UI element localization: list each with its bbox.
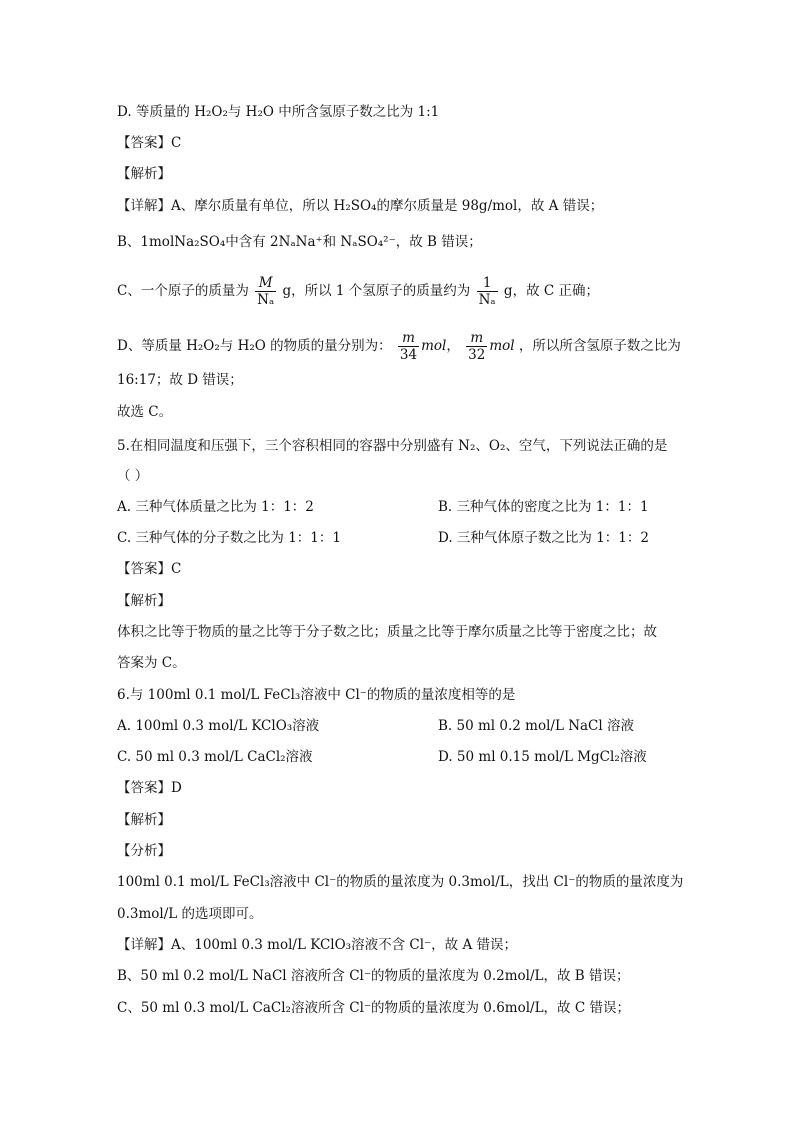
detail-d-text-1: D、等质量 H₂O₂与 H₂O 的物质的量分别为： xyxy=(117,338,392,354)
fraction-1-over-na xyxy=(477,275,498,308)
q5-answer: 【答案】C xyxy=(117,561,182,577)
analysis-label: 【解析】 xyxy=(117,166,171,182)
q5-option-a: A. 三种气体质量之比为 1：1：2 xyxy=(117,499,314,515)
fraction-m-over-32 xyxy=(466,330,487,363)
detail-c-text-2: g，所以 1 个氢原子的质量约为 xyxy=(282,283,471,299)
q6-option-b: B. 50 ml 0.2 mol/L NaCl 溶液 xyxy=(438,718,634,734)
q6-options-row-2 xyxy=(117,747,647,767)
question-5-bracket: （ ） xyxy=(117,468,149,484)
q6-analysis-label: 【解析】 xyxy=(117,812,171,828)
q6-options-row-1 xyxy=(117,716,634,736)
q5-analysis-text-2: 答案为 C。 xyxy=(117,655,186,671)
unit-mol: mol xyxy=(421,338,447,354)
fraction-numerator: m xyxy=(466,330,487,347)
detail-d-line: D、等质量 H₂O₂与 H₂O 的物质的量分别为： $\frac{m}{34}$ mol， $\frac{m}{32}$ mol ，所以所含氢原子数之比为 xyxy=(117,330,681,363)
q5-option-c: C. 三种气体的分子数之比为 1：1：1 xyxy=(117,530,341,546)
detail-a-line: 【详解】A、摩尔质量有单位，所以 H₂SO₄的摩尔质量是 98g/mol，故 A 错误； xyxy=(117,198,604,214)
answer-label: 【答案】C xyxy=(117,135,182,151)
choose-line: 故选 C。 xyxy=(117,404,173,420)
detail-c-text-3: g，故 C 正确； xyxy=(503,283,599,299)
fraction-numerator: m xyxy=(398,330,419,347)
fraction-denominator: Nₐ xyxy=(478,292,496,308)
option-d-line: D. 等质量的 H₂O₂与 H₂O 中所含氢原子数之比为 1:1 xyxy=(117,104,440,120)
ratio-line: 16:17；故 D 错误； xyxy=(117,372,243,388)
detail-d-text-2: ，所以所含氢原子数之比为 xyxy=(518,338,681,354)
question-5: 5.在相同温度和压强下，三个容积相同的容器中分别盛有 N₂、O₂、空气，下列说法正确的是 xyxy=(117,438,668,454)
fraction-denominator: Nₐ xyxy=(257,292,275,308)
fraction-denominator: 32 xyxy=(468,347,486,363)
q6-analysis-text-1: 100ml 0.1 mol/L FeCl₃溶液中 Cl⁻的物质的量浓度为 0.3mol/L，找出 Cl⁻的物质的量浓度为 xyxy=(117,874,684,890)
q6-option-d: D. 50 ml 0.15 mol/L MgCl₂溶液 xyxy=(438,749,647,765)
q5-options-row-1 xyxy=(117,497,649,517)
q6-detail-c: C、50 ml 0.3 mol/L CaCl₂溶液所含 Cl⁻的物质的量浓度为 0.6mol/L，故 C 错误； xyxy=(117,1000,630,1016)
q6-answer: 【答案】D xyxy=(117,780,182,796)
unit-mol: mol xyxy=(489,338,515,354)
detail-c-line xyxy=(117,275,599,308)
detail-c-text-1: C、一个原子的质量为 xyxy=(117,283,249,299)
fraction-numerator: 1 xyxy=(477,275,498,292)
detail-b-line: B、1molNa₂SO₄中含有 2NₐNa⁺和 NₐSO₄²⁻，故 B 错误； xyxy=(117,234,482,250)
question-6: 6.与 100ml 0.1 mol/L FeCl₃溶液中 Cl⁻的物质的量浓度相等的是 xyxy=(117,687,516,703)
q5-option-b: B. 三种气体的密度之比为 1：1：1 xyxy=(438,499,649,515)
q6-detail-a: 【详解】A、100ml 0.3 mol/L KClO₃溶液不含 Cl⁻，故 A 错误； xyxy=(117,937,517,953)
fraction-numerator: M xyxy=(255,275,276,292)
q6-option-c: C. 50 ml 0.3 mol/L CaCl₂溶液 xyxy=(117,749,313,765)
fraction-m-over-na xyxy=(255,275,276,308)
q5-analysis-text-1: 体积之比等于物质的量之比等于分子数之比；质量之比等于摩尔质量之比等于密度之比；故 xyxy=(117,624,657,640)
q5-option-d: D. 三种气体原子数之比为 1：1：2 xyxy=(438,530,649,546)
q5-analysis-label: 【解析】 xyxy=(117,593,171,609)
q6-analysis-text-2: 0.3mol/L 的选项即可。 xyxy=(117,906,263,922)
q6-option-a: A. 100ml 0.3 mol/L KClO₃溶液 xyxy=(117,718,320,734)
q5-options-row-2 xyxy=(117,528,649,548)
fraction-m-over-34 xyxy=(398,330,419,363)
fraction-denominator: 34 xyxy=(399,347,418,363)
q6-subanalysis-label: 【分析】 xyxy=(117,843,171,859)
q6-detail-b: B、50 ml 0.2 mol/L NaCl 溶液所含 Cl⁻的物质的量浓度为 0.2mol/L，故 B 错误； xyxy=(117,968,630,984)
